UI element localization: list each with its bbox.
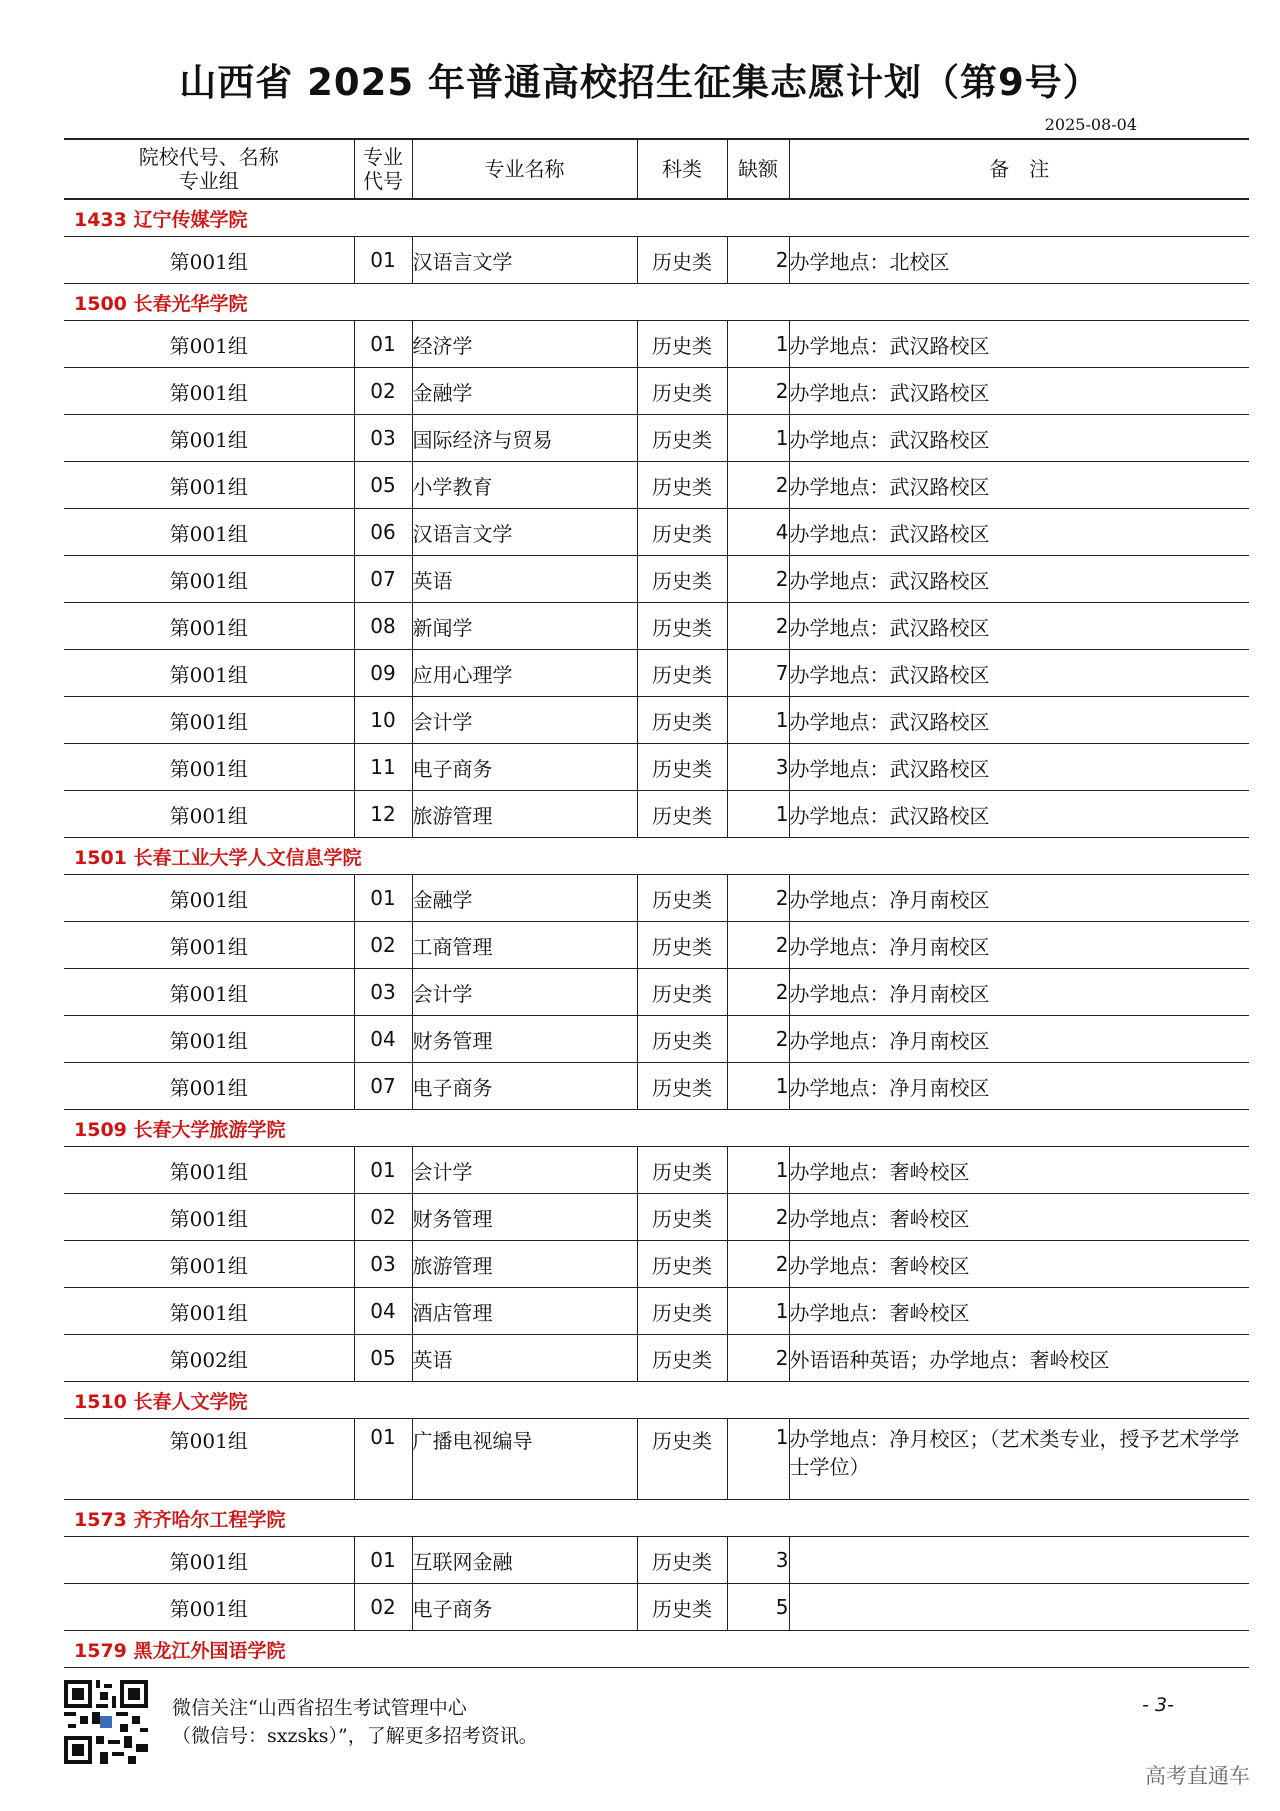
group-cell: 第001组 [64,791,354,838]
quota-cell: 1 [727,321,789,368]
category-cell: 历史类 [637,462,727,509]
group-cell: 第001组 [64,368,354,415]
table-row [64,1241,1249,1288]
school-section-row [64,1500,1249,1537]
note-cell: 办学地点：武汉路校区 [789,368,1249,415]
major-name-cell: 电子商务 [412,1063,637,1110]
major-code-cell: 04 [354,1016,412,1063]
table-body [64,199,1249,1668]
major-name-cell: 汉语言文学 [412,237,637,284]
note-cell: 办学地点：武汉路校区 [789,791,1249,838]
major-code-cell: 01 [354,321,412,368]
group-cell: 第001组 [64,462,354,509]
note-cell [789,1537,1249,1584]
major-name-cell: 财务管理 [412,1194,637,1241]
category-cell: 历史类 [637,368,727,415]
category-cell: 历史类 [637,1419,727,1500]
note-cell: 办学地点：北校区 [789,237,1249,284]
quota-cell: 1 [727,415,789,462]
table-row [64,1537,1249,1584]
table-row [64,415,1249,462]
major-code-cell: 01 [354,237,412,284]
quota-cell: 1 [727,697,789,744]
category-cell: 历史类 [637,1335,727,1382]
table-row [64,697,1249,744]
quota-cell: 2 [727,556,789,603]
wechat-notice-line1: 微信关注“山西省招生考试管理中心 [172,1697,467,1719]
quota-cell: 7 [727,650,789,697]
major-name-cell: 电子商务 [412,1584,637,1631]
note-cell: 办学地点：奢岭校区 [789,1288,1249,1335]
quota-cell: 1 [727,1147,789,1194]
group-cell: 第001组 [64,1016,354,1063]
quota-cell: 2 [727,368,789,415]
quota-cell: 2 [727,1194,789,1241]
quota-cell: 5 [727,1584,789,1631]
note-cell: 办学地点：奢岭校区 [789,1194,1249,1241]
quota-cell: 1 [727,791,789,838]
group-cell: 第001组 [64,875,354,922]
category-cell: 历史类 [637,1147,727,1194]
major-name-cell: 金融学 [412,368,637,415]
category-cell: 历史类 [637,1016,727,1063]
major-name-cell: 旅游管理 [412,791,637,838]
school-section-row [64,284,1249,321]
quota-cell: 2 [727,969,789,1016]
category-cell: 历史类 [637,1194,727,1241]
category-cell: 历史类 [637,1584,727,1631]
group-cell: 第001组 [64,1194,354,1241]
major-name-cell: 工商管理 [412,922,637,969]
note-cell: 办学地点：净月南校区 [789,1063,1249,1110]
table-row [64,556,1249,603]
table-row [64,1335,1249,1382]
note-cell: 办学地点：净月南校区 [789,922,1249,969]
major-code-cell: 02 [354,1194,412,1241]
header-note: 备 注 [789,139,1249,199]
header-major-name: 专业名称 [412,139,637,199]
major-name-cell: 英语 [412,556,637,603]
table-row [64,969,1249,1016]
category-cell: 历史类 [637,744,727,791]
quota-cell: 4 [727,509,789,556]
major-code-cell: 03 [354,969,412,1016]
major-name-cell: 小学教育 [412,462,637,509]
note-cell: 办学地点：武汉路校区 [789,650,1249,697]
school-name: 1501 长春工业大学人文信息学院 [64,838,1249,875]
table-header-row [64,139,1249,199]
quota-cell: 1 [727,1419,789,1500]
group-cell: 第001组 [64,697,354,744]
school-name: 1509 长春大学旅游学院 [64,1110,1249,1147]
group-cell: 第001组 [64,1537,354,1584]
major-code-cell: 02 [354,1584,412,1631]
quota-cell: 2 [727,603,789,650]
school-name: 1573 齐齐哈尔工程学院 [64,1500,1249,1537]
group-cell: 第001组 [64,509,354,556]
table-row [64,237,1249,284]
note-cell: 办学地点：奢岭校区 [789,1241,1249,1288]
major-code-cell: 03 [354,1241,412,1288]
note-cell: 办学地点：武汉路校区 [789,462,1249,509]
category-cell: 历史类 [637,415,727,462]
group-cell: 第001组 [64,1241,354,1288]
major-code-cell: 01 [354,1419,412,1500]
major-name-cell: 会计学 [412,1147,637,1194]
note-cell: 办学地点：武汉路校区 [789,321,1249,368]
major-code-cell: 07 [354,1063,412,1110]
category-cell: 历史类 [637,321,727,368]
major-code-cell: 03 [354,415,412,462]
quota-cell: 2 [727,1016,789,1063]
quota-cell: 1 [727,1288,789,1335]
group-cell: 第001组 [64,321,354,368]
major-code-cell: 07 [354,556,412,603]
note-cell: 办学地点：奢岭校区 [789,1147,1249,1194]
school-section-row [64,1631,1249,1668]
category-cell: 历史类 [637,556,727,603]
table-row [64,1194,1249,1241]
category-cell: 历史类 [637,1241,727,1288]
table-row [64,462,1249,509]
quota-cell: 2 [727,237,789,284]
quota-cell: 2 [727,875,789,922]
major-name-cell: 国际经济与贸易 [412,415,637,462]
major-code-cell: 06 [354,509,412,556]
major-code-cell: 05 [354,1335,412,1382]
note-cell: 办学地点：净月南校区 [789,875,1249,922]
major-code-cell: 05 [354,462,412,509]
table-row [64,1147,1249,1194]
major-code-cell: 01 [354,1147,412,1194]
quota-cell: 3 [727,744,789,791]
group-cell: 第002组 [64,1335,354,1382]
school-section-row [64,838,1249,875]
table-row [64,368,1249,415]
header-school: 院校代号、名称 专业组 [64,139,354,199]
table-row [64,321,1249,368]
school-section-row [64,1382,1249,1419]
major-name-cell: 经济学 [412,321,637,368]
group-cell: 第001组 [64,1288,354,1335]
major-code-cell: 12 [354,791,412,838]
table-row [64,650,1249,697]
category-cell: 历史类 [637,237,727,284]
group-cell: 第001组 [64,237,354,284]
table-row [64,791,1249,838]
group-cell: 第001组 [64,1063,354,1110]
quota-cell: 3 [727,1537,789,1584]
school-name: 1510 长春人文学院 [64,1382,1249,1419]
category-cell: 历史类 [637,697,727,744]
note-cell: 办学地点：净月南校区 [789,969,1249,1016]
publish-date: 2025-08-04 [1044,115,1137,134]
table-row [64,744,1249,791]
category-cell: 历史类 [637,791,727,838]
category-cell: 历史类 [637,969,727,1016]
major-name-cell: 英语 [412,1335,637,1382]
wechat-notice-line2: （微信号：sxzsks）”，了解更多招考资讯。 [172,1725,538,1747]
group-cell: 第001组 [64,650,354,697]
major-code-cell: 01 [354,1537,412,1584]
group-cell: 第001组 [64,1419,354,1500]
note-cell: 办学地点：武汉路校区 [789,697,1249,744]
major-name-cell: 电子商务 [412,744,637,791]
wechat-notice [172,1694,538,1750]
page-number: - 3- [1142,1694,1174,1716]
major-code-cell: 10 [354,697,412,744]
major-name-cell: 新闻学 [412,603,637,650]
note-cell: 办学地点：武汉路校区 [789,556,1249,603]
note-cell: 办学地点：武汉路校区 [789,744,1249,791]
major-name-cell: 金融学 [412,875,637,922]
note-cell: 外语语种英语；办学地点：奢岭校区 [789,1335,1249,1382]
group-cell: 第001组 [64,1584,354,1631]
table-row [64,1016,1249,1063]
major-code-cell: 01 [354,875,412,922]
note-cell: 办学地点：净月校区；（艺术类专业，授予艺术学学士学位） [789,1419,1249,1500]
quota-cell: 2 [727,922,789,969]
table-row [64,1063,1249,1110]
note-cell [789,1584,1249,1631]
major-name-cell: 财务管理 [412,1016,637,1063]
table-row [64,922,1249,969]
table-row [64,875,1249,922]
group-cell: 第001组 [64,556,354,603]
table-row [64,1288,1249,1335]
page-title: 山西省 2025 年普通高校招生征集志愿计划（第9号） [179,61,1101,104]
major-code-cell: 09 [354,650,412,697]
table-row [64,509,1249,556]
major-code-cell: 02 [354,368,412,415]
major-name-cell: 广播电视编导 [412,1419,637,1500]
school-section-row [64,199,1249,237]
admission-plan-table [64,138,1249,1668]
header-major-code: 专业 代号 [354,139,412,199]
group-cell: 第001组 [64,969,354,1016]
note-cell: 办学地点：武汉路校区 [789,415,1249,462]
major-code-cell: 04 [354,1288,412,1335]
category-cell: 历史类 [637,603,727,650]
table-row [64,603,1249,650]
school-name: 1500 长春光华学院 [64,284,1249,321]
table-row [64,1419,1249,1500]
category-cell: 历史类 [637,1063,727,1110]
category-cell: 历史类 [637,1288,727,1335]
group-cell: 第001组 [64,922,354,969]
group-cell: 第001组 [64,603,354,650]
major-code-cell: 08 [354,603,412,650]
note-cell: 办学地点：净月南校区 [789,1016,1249,1063]
watermark: 高考直通车 [1145,1764,1250,1788]
quota-cell: 1 [727,1063,789,1110]
major-name-cell: 会计学 [412,697,637,744]
major-code-cell: 02 [354,922,412,969]
quota-cell: 2 [727,462,789,509]
major-name-cell: 应用心理学 [412,650,637,697]
footer [64,1680,1254,1770]
major-name-cell: 互联网金融 [412,1537,637,1584]
major-name-cell: 酒店管理 [412,1288,637,1335]
group-cell: 第001组 [64,415,354,462]
table-row [64,1584,1249,1631]
major-name-cell: 旅游管理 [412,1241,637,1288]
major-code-cell: 11 [354,744,412,791]
school-name: 1433 辽宁传媒学院 [64,199,1249,237]
qr-code-icon [64,1680,148,1764]
school-section-row [64,1110,1249,1147]
category-cell: 历史类 [637,509,727,556]
note-cell: 办学地点：武汉路校区 [789,509,1249,556]
group-cell: 第001组 [64,744,354,791]
major-name-cell: 会计学 [412,969,637,1016]
header-quota: 缺额 [727,139,789,199]
quota-cell: 2 [727,1335,789,1382]
group-cell: 第001组 [64,1147,354,1194]
category-cell: 历史类 [637,650,727,697]
school-name: 1579 黑龙江外国语学院 [64,1631,1249,1668]
category-cell: 历史类 [637,1537,727,1584]
category-cell: 历史类 [637,875,727,922]
quota-cell: 2 [727,1241,789,1288]
note-cell: 办学地点：武汉路校区 [789,603,1249,650]
header-category: 科类 [637,139,727,199]
category-cell: 历史类 [637,922,727,969]
major-name-cell: 汉语言文学 [412,509,637,556]
